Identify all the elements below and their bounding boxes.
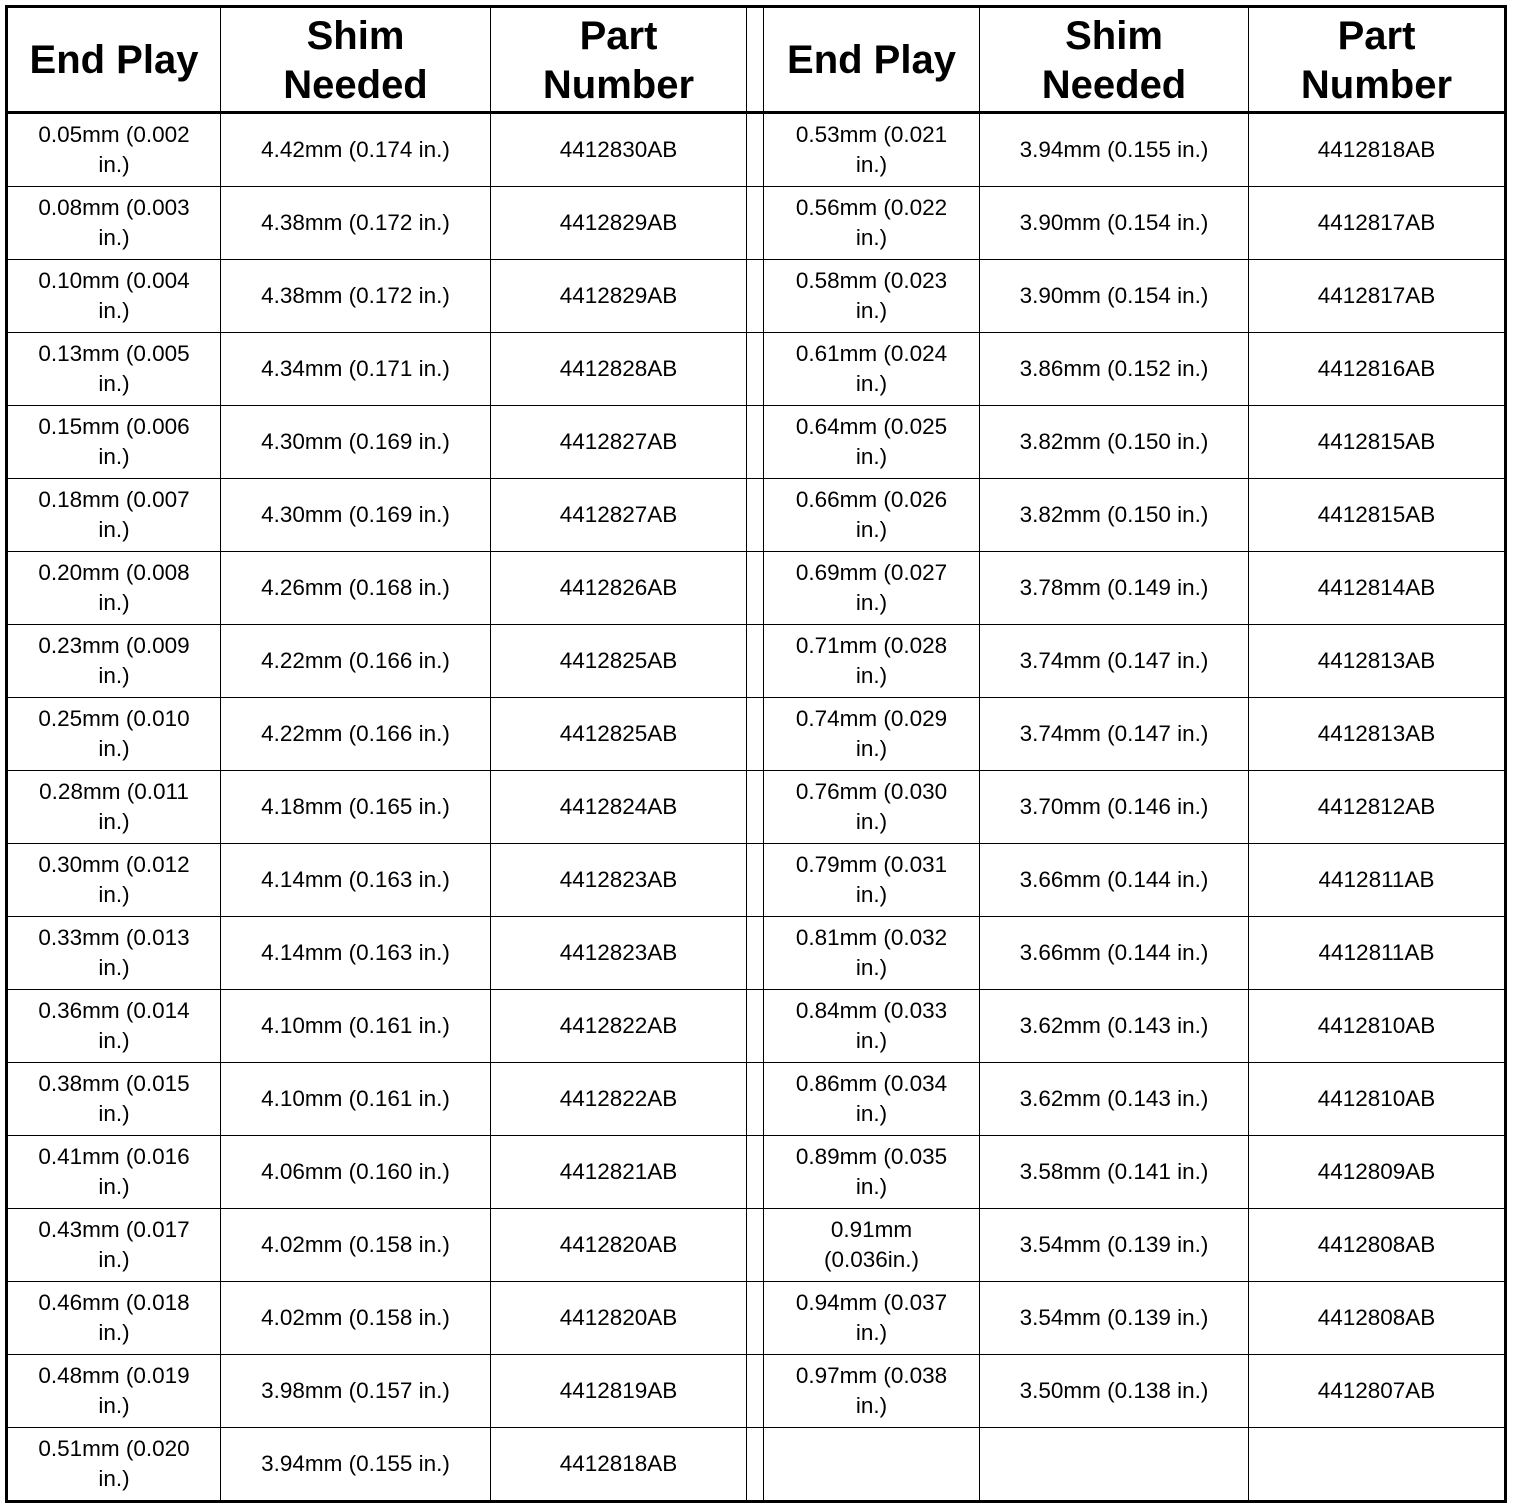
end-play-left-cell: 0.28mm (0.011 in.) <box>7 771 221 844</box>
shim-needed-left-cell: 4.38mm (0.172 in.) <box>221 260 491 333</box>
shim-needed-left-cell: 4.34mm (0.171 in.) <box>221 333 491 406</box>
header-shim-needed-left: Shim Needed <box>221 7 491 113</box>
table-row <box>7 1209 1506 1282</box>
table-row <box>7 406 1506 479</box>
column-gap <box>747 698 764 771</box>
part-number-left-cell: 4412821AB <box>491 1136 747 1209</box>
shim-needed-right-cell: 3.74mm (0.147 in.) <box>980 625 1249 698</box>
shim-needed-right-cell: 3.66mm (0.144 in.) <box>980 917 1249 990</box>
shim-needed-left-cell: 4.10mm (0.161 in.) <box>221 990 491 1063</box>
end-play-right-cell: 0.74mm (0.029 in.) <box>764 698 980 771</box>
header-end-play-left: End Play <box>7 7 221 113</box>
part-number-right-cell: 4412811AB <box>1249 917 1506 990</box>
table-row <box>7 552 1506 625</box>
end-play-right-cell: 0.81mm (0.032 in.) <box>764 917 980 990</box>
column-gap <box>747 1063 764 1136</box>
end-play-right-cell: 0.84mm (0.033 in.) <box>764 990 980 1063</box>
shim-selection-table <box>5 5 1507 1503</box>
header-row <box>7 7 1506 113</box>
shim-needed-right-cell: 3.82mm (0.150 in.) <box>980 406 1249 479</box>
part-number-right-cell: 4412813AB <box>1249 698 1506 771</box>
end-play-left-cell: 0.41mm (0.016 in.) <box>7 1136 221 1209</box>
shim-needed-left-cell: 4.14mm (0.163 in.) <box>221 917 491 990</box>
end-play-left-cell: 0.15mm (0.006 in.) <box>7 406 221 479</box>
shim-needed-left-cell: 4.02mm (0.158 in.) <box>221 1209 491 1282</box>
shim-needed-left-cell: 4.02mm (0.158 in.) <box>221 1282 491 1355</box>
column-gap <box>747 844 764 917</box>
shim-needed-left-cell: 4.38mm (0.172 in.) <box>221 187 491 260</box>
part-number-left-cell: 4412829AB <box>491 187 747 260</box>
shim-needed-right-cell: 3.78mm (0.149 in.) <box>980 552 1249 625</box>
end-play-left-cell: 0.43mm (0.017 in.) <box>7 1209 221 1282</box>
end-play-left-cell: 0.08mm (0.003 in.) <box>7 187 221 260</box>
column-gap <box>747 406 764 479</box>
table-row <box>7 698 1506 771</box>
column-gap <box>747 1209 764 1282</box>
table-row <box>7 333 1506 406</box>
shim-needed-right-cell: 3.66mm (0.144 in.) <box>980 844 1249 917</box>
end-play-right-cell <box>764 1428 980 1502</box>
part-number-right-cell: 4412807AB <box>1249 1355 1506 1428</box>
shim-needed-right-cell: 3.62mm (0.143 in.) <box>980 1063 1249 1136</box>
shim-needed-right-cell: 3.94mm (0.155 in.) <box>980 113 1249 187</box>
column-gap <box>747 1136 764 1209</box>
end-play-left-cell: 0.13mm (0.005 in.) <box>7 333 221 406</box>
shim-needed-left-cell: 3.94mm (0.155 in.) <box>221 1428 491 1502</box>
part-number-right-cell: 4412817AB <box>1249 187 1506 260</box>
end-play-right-cell: 0.64mm (0.025 in.) <box>764 406 980 479</box>
part-number-left-cell: 4412823AB <box>491 917 747 990</box>
end-play-right-cell: 0.66mm (0.026 in.) <box>764 479 980 552</box>
part-number-right-cell: 4412815AB <box>1249 406 1506 479</box>
part-number-right-cell: 4412815AB <box>1249 479 1506 552</box>
header-shim-needed-right: Shim Needed <box>980 7 1249 113</box>
shim-needed-left-cell: 4.26mm (0.168 in.) <box>221 552 491 625</box>
column-gap <box>747 771 764 844</box>
part-number-left-cell: 4412824AB <box>491 771 747 844</box>
shim-needed-right-cell: 3.82mm (0.150 in.) <box>980 479 1249 552</box>
end-play-left-cell: 0.23mm (0.009 in.) <box>7 625 221 698</box>
shim-needed-left-cell: 4.30mm (0.169 in.) <box>221 479 491 552</box>
table-row <box>7 990 1506 1063</box>
shim-needed-right-cell: 3.90mm (0.154 in.) <box>980 260 1249 333</box>
column-gap <box>747 1282 764 1355</box>
part-number-left-cell: 4412825AB <box>491 698 747 771</box>
end-play-left-cell: 0.33mm (0.013 in.) <box>7 917 221 990</box>
part-number-right-cell: 4412811AB <box>1249 844 1506 917</box>
header-end-play-right: End Play <box>764 7 980 113</box>
shim-needed-right-cell: 3.90mm (0.154 in.) <box>980 187 1249 260</box>
end-play-right-cell: 0.94mm (0.037 in.) <box>764 1282 980 1355</box>
end-play-left-cell: 0.36mm (0.014 in.) <box>7 990 221 1063</box>
column-gap <box>747 1428 764 1502</box>
table-row <box>7 917 1506 990</box>
table-row <box>7 1282 1506 1355</box>
part-number-left-cell: 4412818AB <box>491 1428 747 1502</box>
shim-needed-left-cell: 4.18mm (0.165 in.) <box>221 771 491 844</box>
shim-needed-left-cell: 4.42mm (0.174 in.) <box>221 113 491 187</box>
shim-needed-left-cell: 4.14mm (0.163 in.) <box>221 844 491 917</box>
part-number-left-cell: 4412828AB <box>491 333 747 406</box>
part-number-left-cell: 4412826AB <box>491 552 747 625</box>
end-play-left-cell: 0.48mm (0.019 in.) <box>7 1355 221 1428</box>
shim-needed-left-cell: 4.22mm (0.166 in.) <box>221 698 491 771</box>
table-row <box>7 1136 1506 1209</box>
part-number-left-cell: 4412820AB <box>491 1209 747 1282</box>
part-number-right-cell: 4412808AB <box>1249 1282 1506 1355</box>
part-number-left-cell: 4412822AB <box>491 1063 747 1136</box>
part-number-right-cell: 4412818AB <box>1249 113 1506 187</box>
shim-needed-right-cell: 3.62mm (0.143 in.) <box>980 990 1249 1063</box>
end-play-right-cell: 0.53mm (0.021 in.) <box>764 113 980 187</box>
column-gap <box>747 260 764 333</box>
part-number-left-cell: 4412823AB <box>491 844 747 917</box>
shim-needed-left-cell: 4.30mm (0.169 in.) <box>221 406 491 479</box>
column-gap <box>747 187 764 260</box>
table-row <box>7 1355 1506 1428</box>
column-gap <box>747 552 764 625</box>
table-row <box>7 479 1506 552</box>
end-play-right-cell: 0.76mm (0.030 in.) <box>764 771 980 844</box>
end-play-left-cell: 0.46mm (0.018 in.) <box>7 1282 221 1355</box>
shim-needed-left-cell: 4.22mm (0.166 in.) <box>221 625 491 698</box>
end-play-left-cell: 0.10mm (0.004 in.) <box>7 260 221 333</box>
end-play-right-cell: 0.69mm (0.027 in.) <box>764 552 980 625</box>
part-number-right-cell: 4412808AB <box>1249 1209 1506 1282</box>
shim-needed-left-cell: 4.10mm (0.161 in.) <box>221 1063 491 1136</box>
column-gap <box>747 113 764 187</box>
table-row <box>7 771 1506 844</box>
end-play-right-cell: 0.91mm (0.036in.) <box>764 1209 980 1282</box>
part-number-left-cell: 4412830AB <box>491 113 747 187</box>
part-number-right-cell: 4412810AB <box>1249 1063 1506 1136</box>
shim-needed-right-cell: 3.54mm (0.139 in.) <box>980 1282 1249 1355</box>
table-row <box>7 187 1506 260</box>
end-play-right-cell: 0.56mm (0.022 in.) <box>764 187 980 260</box>
shim-needed-right-cell: 3.54mm (0.139 in.) <box>980 1209 1249 1282</box>
part-number-left-cell: 4412827AB <box>491 479 747 552</box>
part-number-right-cell: 4412809AB <box>1249 1136 1506 1209</box>
end-play-right-cell: 0.89mm (0.035 in.) <box>764 1136 980 1209</box>
part-number-left-cell: 4412820AB <box>491 1282 747 1355</box>
column-gap <box>747 625 764 698</box>
column-gap <box>747 479 764 552</box>
end-play-left-cell: 0.30mm (0.012 in.) <box>7 844 221 917</box>
end-play-left-cell: 0.25mm (0.010 in.) <box>7 698 221 771</box>
shim-needed-right-cell: 3.58mm (0.141 in.) <box>980 1136 1249 1209</box>
part-number-right-cell: 4412810AB <box>1249 990 1506 1063</box>
part-number-left-cell: 4412827AB <box>491 406 747 479</box>
table-header <box>7 7 1506 113</box>
end-play-right-cell: 0.58mm (0.023 in.) <box>764 260 980 333</box>
table-row <box>7 1428 1506 1502</box>
part-number-left-cell: 4412825AB <box>491 625 747 698</box>
end-play-left-cell: 0.38mm (0.015 in.) <box>7 1063 221 1136</box>
header-part-number-right: Part Number <box>1249 7 1506 113</box>
part-number-right-cell: 4412817AB <box>1249 260 1506 333</box>
part-number-left-cell: 4412829AB <box>491 260 747 333</box>
end-play-right-cell: 0.61mm (0.024 in.) <box>764 333 980 406</box>
table-body <box>7 113 1506 1502</box>
end-play-right-cell: 0.97mm (0.038 in.) <box>764 1355 980 1428</box>
end-play-right-cell: 0.86mm (0.034 in.) <box>764 1063 980 1136</box>
end-play-right-cell: 0.71mm (0.028 in.) <box>764 625 980 698</box>
part-number-left-cell: 4412822AB <box>491 990 747 1063</box>
column-gap <box>747 333 764 406</box>
part-number-right-cell: 4412816AB <box>1249 333 1506 406</box>
end-play-right-cell: 0.79mm (0.031 in.) <box>764 844 980 917</box>
shim-needed-right-cell: 3.50mm (0.138 in.) <box>980 1355 1249 1428</box>
end-play-left-cell: 0.05mm (0.002 in.) <box>7 113 221 187</box>
header-part-number-left: Part Number <box>491 7 747 113</box>
part-number-right-cell: 4412814AB <box>1249 552 1506 625</box>
table-row <box>7 625 1506 698</box>
column-gap <box>747 1355 764 1428</box>
shim-needed-right-cell: 3.70mm (0.146 in.) <box>980 771 1249 844</box>
table-row <box>7 113 1506 187</box>
column-gap <box>747 990 764 1063</box>
shim-needed-left-cell: 4.06mm (0.160 in.) <box>221 1136 491 1209</box>
end-play-left-cell: 0.20mm (0.008 in.) <box>7 552 221 625</box>
column-gap <box>747 7 764 113</box>
shim-needed-right-cell <box>980 1428 1249 1502</box>
shim-needed-right-cell: 3.74mm (0.147 in.) <box>980 698 1249 771</box>
end-play-left-cell: 0.51mm (0.020 in.) <box>7 1428 221 1502</box>
column-gap <box>747 917 764 990</box>
table-row <box>7 844 1506 917</box>
end-play-left-cell: 0.18mm (0.007 in.) <box>7 479 221 552</box>
shim-needed-right-cell: 3.86mm (0.152 in.) <box>980 333 1249 406</box>
part-number-right-cell: 4412812AB <box>1249 771 1506 844</box>
part-number-right-cell: 4412813AB <box>1249 625 1506 698</box>
part-number-left-cell: 4412819AB <box>491 1355 747 1428</box>
shim-needed-left-cell: 3.98mm (0.157 in.) <box>221 1355 491 1428</box>
table-row <box>7 260 1506 333</box>
part-number-right-cell <box>1249 1428 1506 1502</box>
table-row <box>7 1063 1506 1136</box>
